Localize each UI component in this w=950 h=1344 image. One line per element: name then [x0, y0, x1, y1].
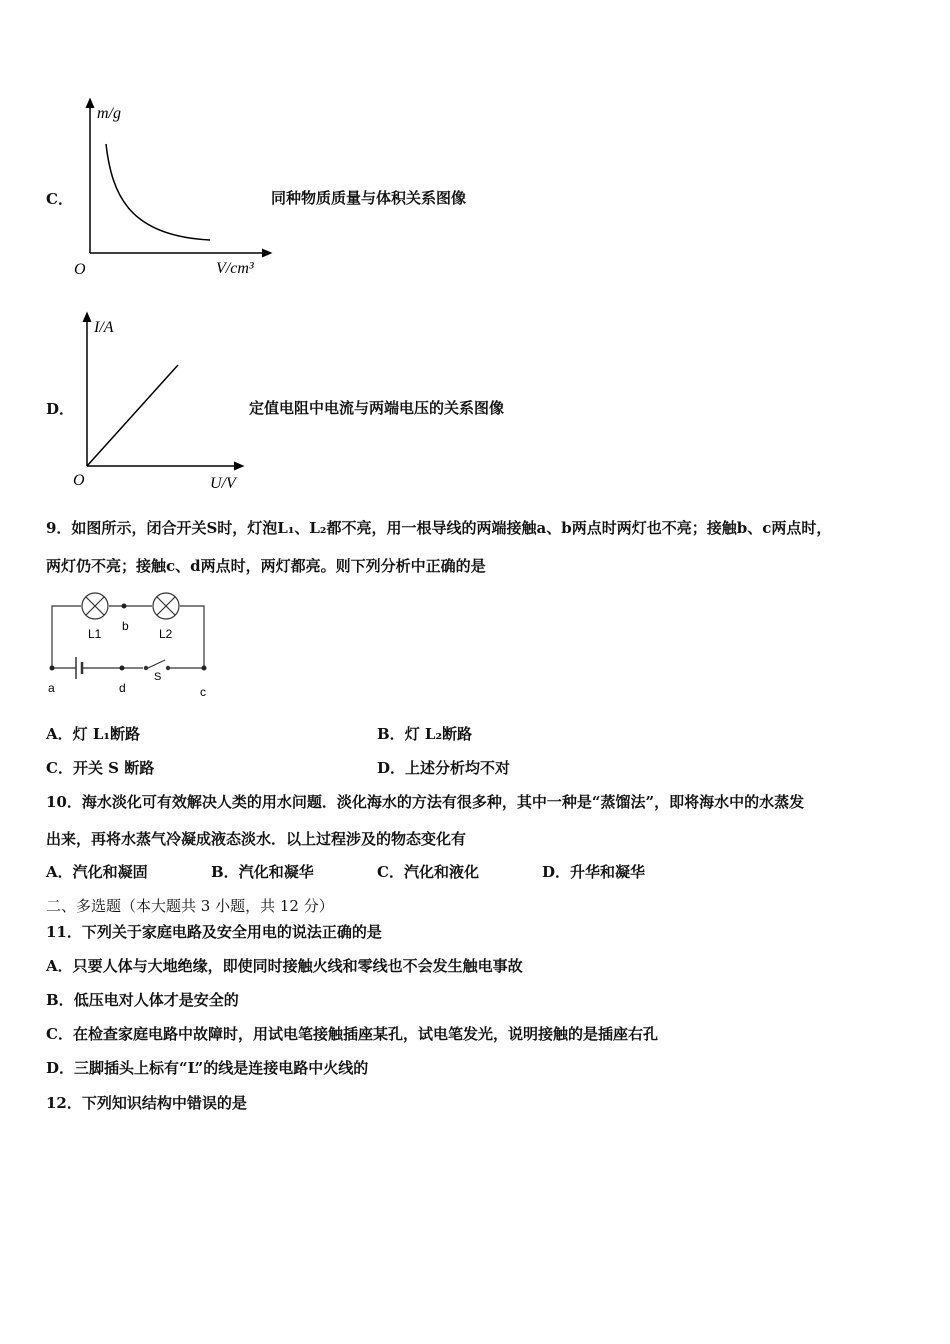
- mass-volume-graph: [70, 96, 280, 280]
- q10-option-b: B．汽化和凝华: [211, 863, 314, 881]
- q12-stem: 12．下列知识结构中错误的是: [46, 1094, 247, 1112]
- switch-s: [144, 660, 170, 670]
- origin-label: O: [74, 261, 86, 278]
- x-axis-label: V/cm³: [216, 260, 254, 277]
- x-axis-label: U/V: [210, 475, 236, 492]
- q8-option-d-caption: 定值电阻中电流与两端电压的关系图像: [249, 399, 505, 417]
- q10-option-a: A．汽化和凝固: [46, 863, 148, 881]
- point-b-label: b: [122, 619, 129, 633]
- mass-volume-curve: [106, 144, 210, 240]
- q8-option-d-label: D．: [46, 400, 75, 418]
- q11-stem: 11．下列关于家庭电路及安全用电的说法正确的是: [46, 923, 382, 941]
- q9-circuit-diagram: [42, 588, 222, 700]
- q9-option-a: A．灯 L₁断路: [46, 725, 140, 743]
- q8-option-c-label: C．: [46, 190, 73, 208]
- q10-option-d: D．升华和凝华: [542, 863, 646, 881]
- q9-option-d: D．上述分析均不对: [377, 759, 511, 777]
- current-voltage-line: [87, 365, 178, 466]
- q10-stem-line2: 出来，再将水蒸气冷凝成液态淡水．以上过程涉及的物态变化有: [46, 830, 467, 848]
- section2-title: 二、多选题（本大题共 3 小题，共 12 分）: [46, 897, 334, 915]
- point-d-dot: [120, 666, 125, 671]
- point-d-label: d: [119, 681, 126, 695]
- current-voltage-graph: [70, 308, 260, 494]
- y-axis-label: m/g: [97, 105, 121, 122]
- point-a-label: a: [48, 681, 55, 695]
- q10-option-c: C．汽化和液化: [377, 863, 479, 881]
- q11-option-d: D．三脚插头上标有“L”的线是连接电路中火线的: [46, 1059, 369, 1077]
- lamp-l2-label: L2: [159, 627, 173, 641]
- q9-stem-line2: 两灯仍不亮；接触c、d两点时，两灯都亮。则下列分析中正确的是: [46, 557, 486, 575]
- q11-option-a: A．只要人体与大地绝缘，即使同时接触火线和零线也不会发生触电事故: [46, 957, 523, 975]
- q9-option-b: B．灯 L₂断路: [377, 725, 473, 743]
- lamp-l1: [82, 593, 108, 619]
- q9-option-c: C．开关 S 断路: [46, 759, 155, 777]
- point-c-label: c: [200, 685, 206, 699]
- origin-label: O: [73, 472, 85, 489]
- q11-option-c: C．在检查家庭电路中故障时，用试电笔接触插座某孔，试电笔发光，说明接触的是插座右孔: [46, 1025, 658, 1043]
- y-axis-label: I/A: [94, 319, 114, 336]
- switch-s-label: S: [154, 671, 162, 683]
- lamp-l1-label: L1: [88, 627, 102, 641]
- point-c-dot: [202, 666, 207, 671]
- point-a-dot: [50, 666, 55, 671]
- q11-option-b: B．低压电对人体才是安全的: [46, 991, 239, 1009]
- q9-stem-line1: 9．如图所示，闭合开关S时，灯泡L₁、L₂都不亮，用一根导线的两端接触a、b两点时两灯也不亮；接触b、c两点时，: [46, 519, 832, 537]
- wire-right: [180, 606, 204, 668]
- q8-option-c-caption: 同种物质质量与体积关系图像: [271, 189, 467, 207]
- point-b-dot: [122, 604, 127, 609]
- battery: [76, 657, 82, 679]
- q10-stem-line1: 10．海水淡化可有效解决人类的用水问题．淡化海水的方法有很多种，其中一种是“蒸馏法”，即将海水中的水蒸发: [46, 793, 805, 811]
- lamp-l2: [153, 593, 179, 619]
